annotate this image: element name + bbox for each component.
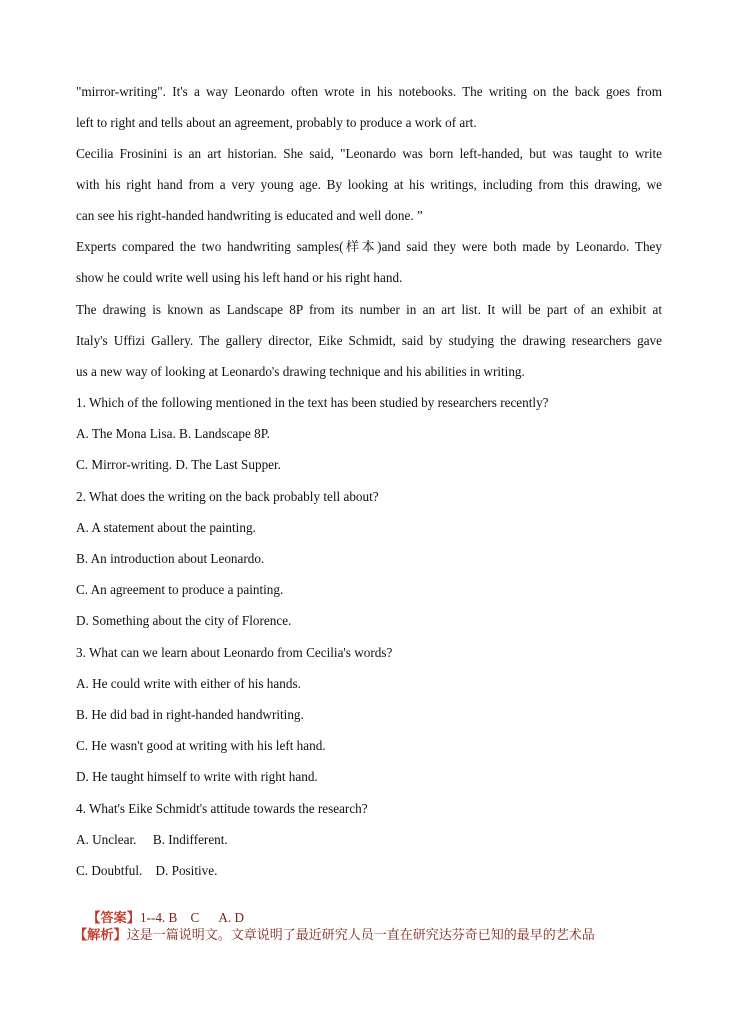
question-2-option-c: C. An agreement to produce a painting. xyxy=(76,582,284,597)
question-3-stem: 3. What can we learn about Leonardo from Cecilia's words? xyxy=(76,645,393,660)
analysis-tag: 【解析】 xyxy=(74,927,127,942)
question-2-option-b: B. An introduction about Leonardo. xyxy=(76,551,265,566)
question-3-option-a: A. He could write with either of his hands. xyxy=(76,676,301,691)
passage-p3-line2: show he could write well using his left hand or his right hand. xyxy=(76,270,403,285)
passage-p4-line2: Italy's Uffizi Gallery. The gallery director, Eike Schmidt, said by studying the drawing researchers gave xyxy=(76,333,662,348)
question-4-option-line: A. Unclear. B. Indifferent. xyxy=(76,832,228,847)
passage-p1-line1: "mirror-writing". It's a way Leonardo often wrote in his notebooks. The writing on the back goes from xyxy=(76,84,662,99)
passage-p4-line3: us a new way of looking at Leonardo's drawing technique and his abilities in writing. xyxy=(76,364,525,379)
answer-tag: 【答案】 xyxy=(87,910,140,925)
question-3-option-b: B. He did bad in right-handed handwriting. xyxy=(76,707,304,722)
passage-p2-line2: with his right hand from a very young age. By looking at his writings, including from this drawing, we xyxy=(76,177,662,192)
passage-p2-line3: can see his right-handed handwriting is educated and well done. ” xyxy=(76,208,423,223)
analysis-row xyxy=(74,927,595,944)
passage-p1-line2: left to right and tells about an agreement, probably to produce a work of art. xyxy=(76,115,477,130)
question-2-option-d: D. Something about the city of Florence. xyxy=(76,613,292,628)
question-3-option-d: D. He taught himself to write with right hand. xyxy=(76,769,318,784)
passage-p2-line1: Cecilia Frosinini is an art historian. She said, "Leonardo was born left-handed, but was taught to write xyxy=(76,146,662,161)
question-2-stem: 2. What does the writing on the back probably tell about? xyxy=(76,489,379,504)
question-2-option-a: A. A statement about the painting. xyxy=(76,520,256,535)
passage-p4-line1: The drawing is known as Landscape 8P from its number in an art list. It will be part of an exhibit at xyxy=(76,302,662,317)
question-3-option-c: C. He wasn't good at writing with his left hand. xyxy=(76,738,326,753)
question-4-stem: 4. What's Eike Schmidt's attitude towards the research? xyxy=(76,801,368,816)
question-1-option-line: C. Mirror-writing. D. The Last Supper. xyxy=(76,457,281,472)
question-4-option-line: C. Doubtful. D. Positive. xyxy=(76,863,218,878)
answer-text: 1--4. B C A. D xyxy=(139,910,244,925)
question-1-stem: 1. Which of the following mentioned in the text has been studied by researchers recently? xyxy=(76,395,549,410)
question-1-option-line: A. The Mona Lisa. B. Landscape 8P. xyxy=(76,426,270,441)
passage-p3-line1: Experts compared the two handwriting samples(样本)and said they were both made by Leonardo. They xyxy=(76,239,662,254)
analysis-text: 这是一篇说明文。文章说明了最近研究人员一直在研究达芬奇已知的最早的艺术品 xyxy=(126,928,595,943)
